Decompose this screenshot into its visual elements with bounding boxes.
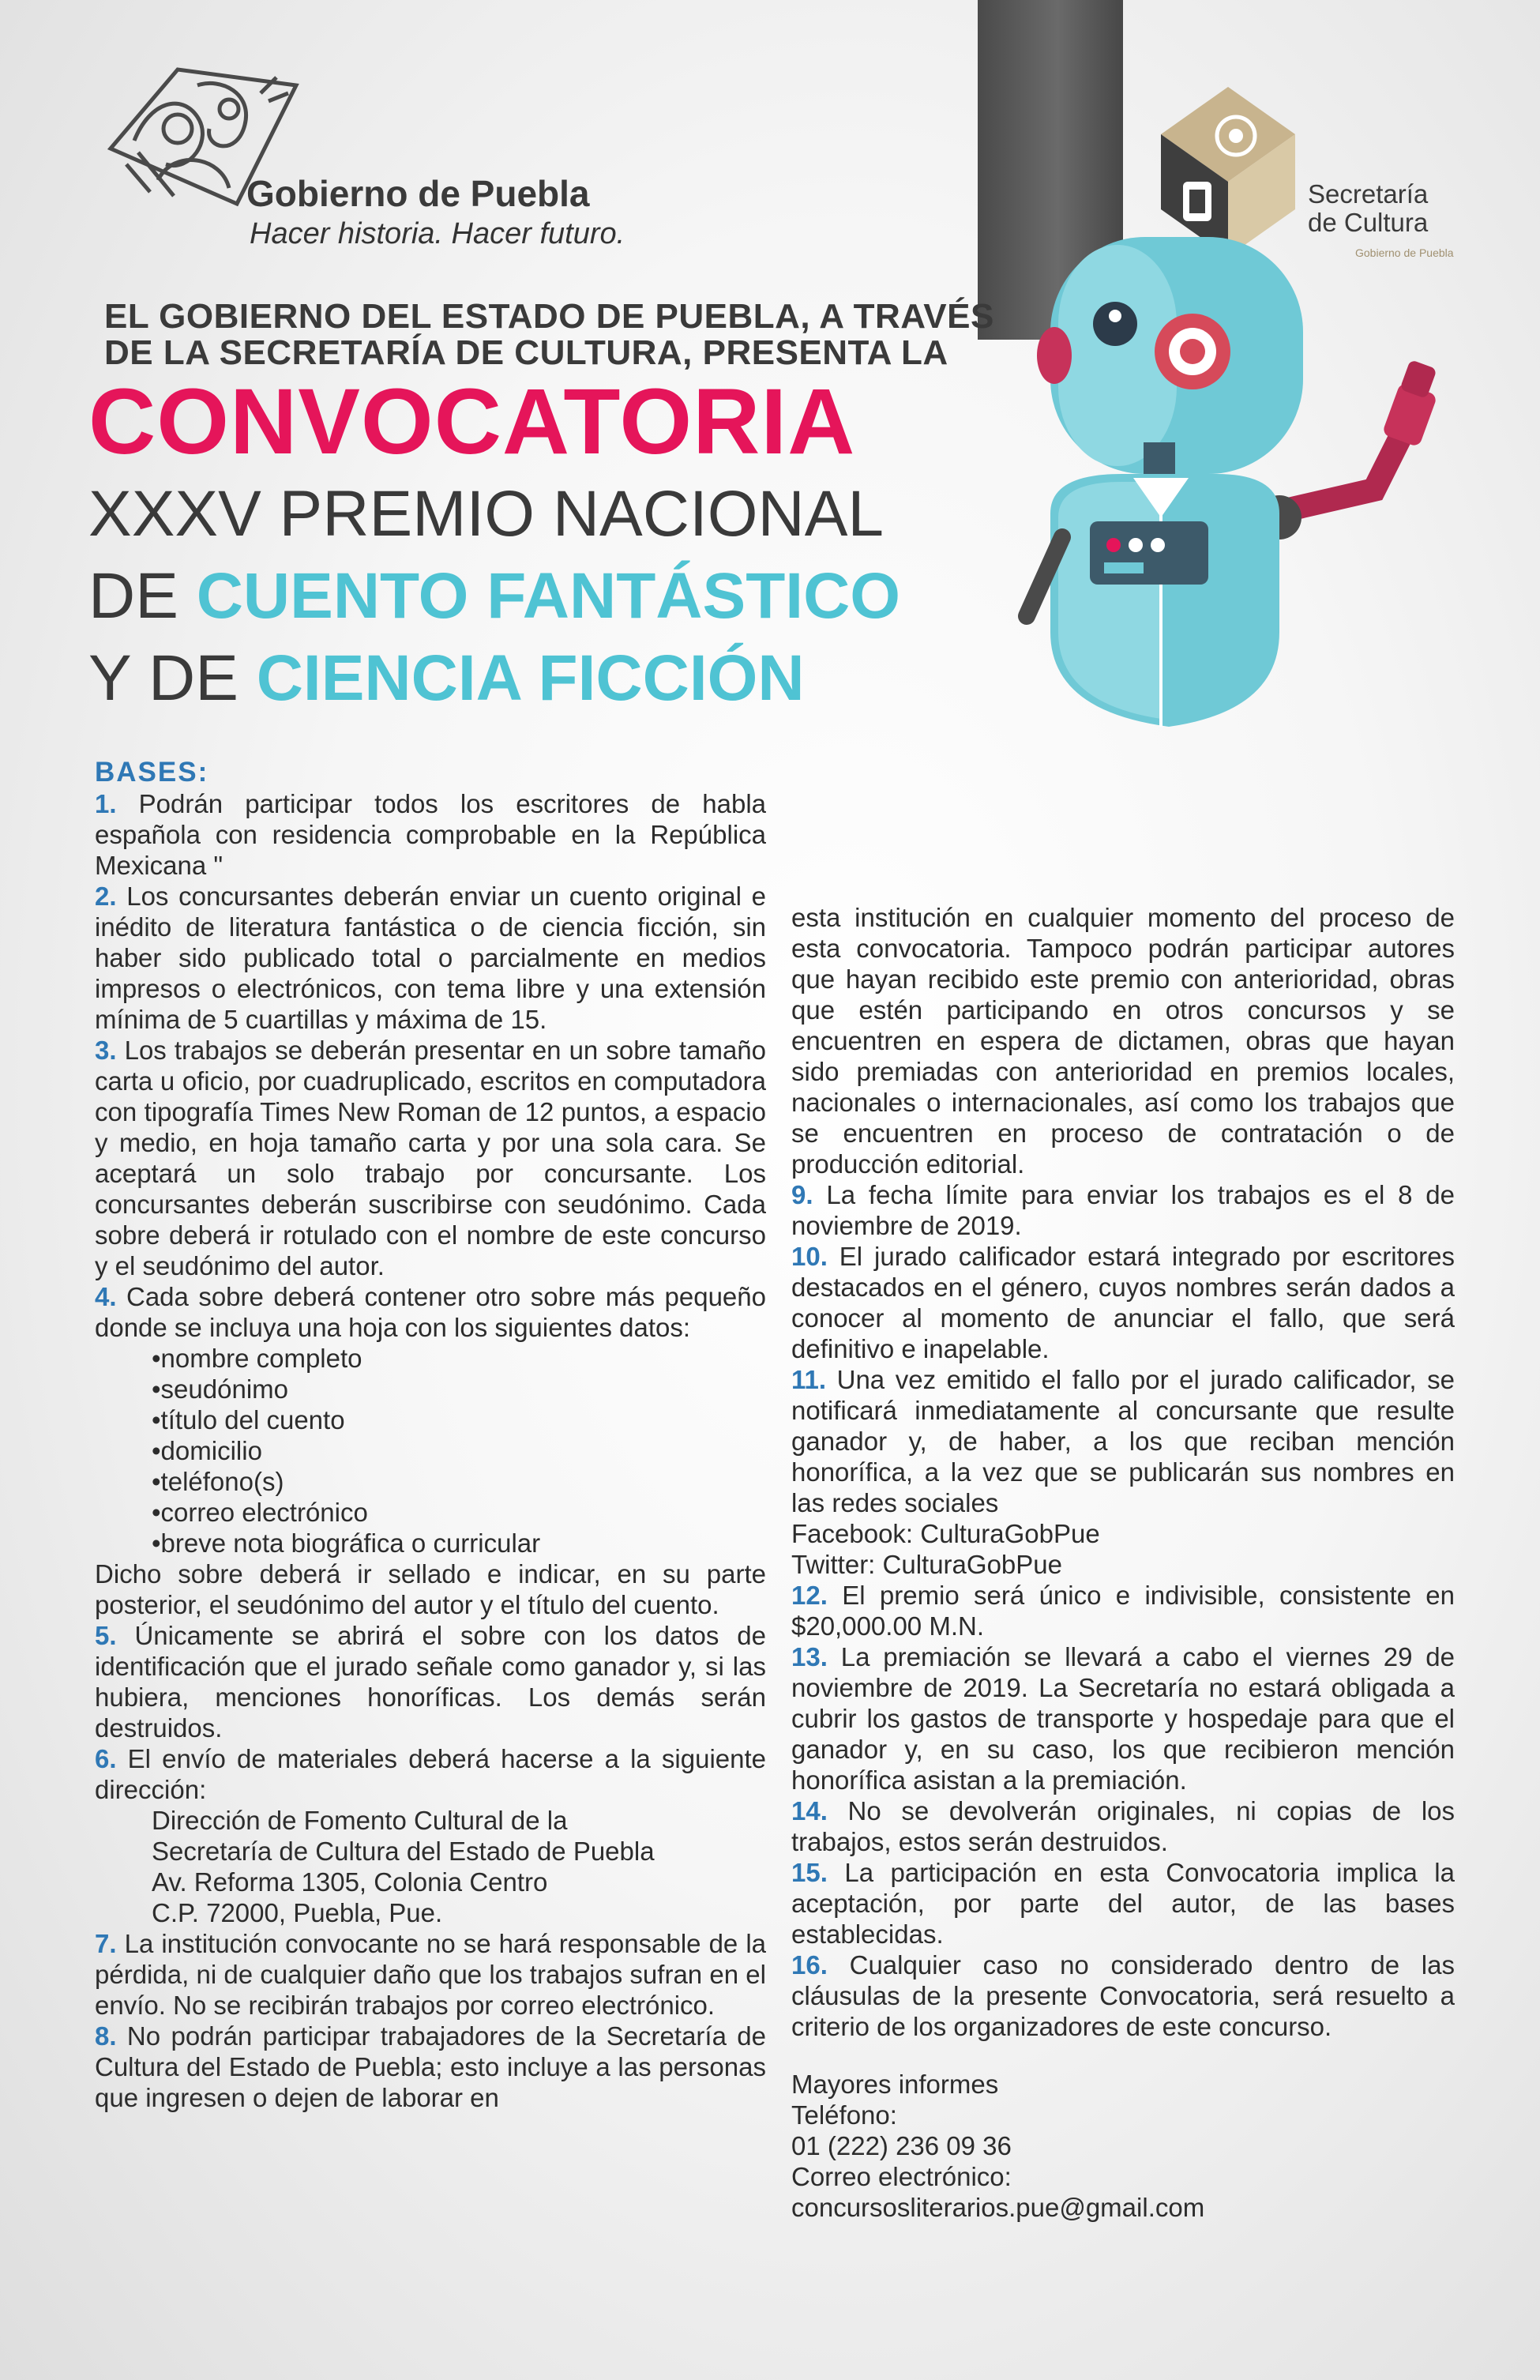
base-15-text: La participación en esta Convocatoria implica la aceptación, por parte del autor, de las bases establecidas.	[791, 1858, 1455, 1949]
base-10	[791, 1241, 1455, 1364]
base-11-text: Una vez emitido el fallo por el jurado calificador, se notificará inmediatamente al concursante que resulte ganador y, de haber, a los que reciban mención honorífica, a la vez que se publicarán sus nombres en las redes sociales	[791, 1365, 1455, 1517]
base-14-text: No se devolverán originales, ni copias de los trabajos, estos serán destruidos.	[791, 1796, 1455, 1856]
intro-line2: DE LA SECRETARÍA DE CULTURA, PRESENTA LA	[104, 333, 948, 372]
base-6	[95, 1743, 766, 1805]
base-16-text: Cualquier caso no considerado dentro de las cláusulas de la presente Convocatoria, será resuelto a criterio de los organizadores de este concurso.	[791, 1950, 1455, 2041]
address-line: Av. Reforma 1305, Colonia Centro	[152, 1867, 548, 1897]
base-9-number: 9.	[791, 1180, 813, 1209]
base-16	[791, 1949, 1455, 2042]
data-list-item: •domicilio	[152, 1436, 262, 1465]
data-list-item: •teléfono(s)	[152, 1467, 284, 1496]
base-3-text: Los trabajos se deberán presentar en un sobre tamaño carta u oficio, por cuadruplicado, escritos en computadora con tipografía Times New Roman de 12 puntos, a espacio y medio, en hoja tamaño carta y por una sola cara. Se aceptará un solo trabajo por concursante. Los concursantes deberán suscribirse con seudónimo. Cada sobre deberá ir rotulado con el nombre de este concurso y el seudónimo del autor.	[95, 1036, 767, 1280]
premio-title-line3	[88, 642, 805, 714]
premio-title-line2	[88, 562, 900, 630]
base-16-number: 16.	[791, 1950, 828, 1980]
data-list-item: •breve nota biográfica o curricular	[152, 1528, 541, 1558]
base-8-continued: esta institución en cualquier momento del proceso de esta convocatoria. Tampoco podrán participar autores que hayan recibido este premio con anterioridad, obras que estén participando en otros concursos y se encuentren en espera de dictamen, obras que hayan sido premiadas con anterioridad en premios locales, nacionales o internacionales, así como los trabajos que se encuentren en proceso de contratación o de producción editorial.	[791, 903, 1455, 1179]
base-4-number: 4.	[95, 1282, 117, 1311]
gobierno-slogan: Hacer historia. Hacer futuro.	[250, 217, 625, 250]
address-line: C.P. 72000, Puebla, Pue.	[152, 1898, 443, 1927]
base-4-after: Dicho sobre deberá ir sellado e indicar, en su parte posterior, el seudónimo del autor y el título del cuento.	[95, 1559, 766, 1619]
line3-highlight: CIENCIA FICCIÓN	[256, 642, 805, 714]
line2-highlight: CUENTO FANTÁSTICO	[196, 560, 901, 632]
phone-label: Teléfono:	[791, 2100, 897, 2130]
base-14	[791, 1795, 1455, 1857]
secretaria-subtitle: Gobierno de Puebla	[1355, 246, 1454, 259]
base-12	[791, 1580, 1455, 1641]
base-4	[95, 1281, 766, 1343]
email-address: concursosliterarios.pue@gmail.com	[791, 2193, 1205, 2222]
base-9-text: La fecha límite para enviar los trabajos es el 8 de noviembre de 2019.	[791, 1180, 1455, 1240]
base-13-text: La premiación se llevará a cabo el viernes 29 de noviembre de 2019. La Secretaría no estará obligada a cubrir los gastos de transporte y hospedaje para que el ganador y, en su caso, los que recibieron mención honorífica asistan a la premiación.	[791, 1642, 1455, 1795]
line3-prefix: Y DE	[88, 642, 257, 714]
base-2-text: Los concursantes deberán enviar un cuento original e inédito de literatura fantástica o de ciencia ficción, sin haber sido publicado total o parcialmente en medios impresos o electrónicos, con tema libre y una extensión mínima de 5 cuartillas y máxima de 15.	[95, 882, 766, 1034]
convocatoria-title: CONVOCATORIA	[88, 370, 856, 474]
base-2-number: 2.	[95, 882, 117, 911]
secretaria-line2: de Cultura	[1308, 208, 1429, 237]
secretaria-line1: Secretaría	[1308, 179, 1429, 209]
info-heading: Mayores informes	[791, 2070, 999, 2099]
base-6-number: 6.	[95, 1744, 117, 1773]
data-list-item: •nombre completo	[152, 1344, 362, 1373]
base-15-number: 15.	[791, 1858, 828, 1887]
base-14-number: 14.	[791, 1796, 828, 1825]
base-5	[95, 1620, 766, 1743]
address-line: Secretaría de Cultura del Estado de Puebla	[152, 1837, 655, 1866]
base-5-text: Únicamente se abrirá el sobre con los datos de identificación que el jurado señale como ganador y, si las hubiera, menciones honoríficas. Los demás serán destruidos.	[95, 1621, 766, 1743]
intro-text	[104, 299, 994, 371]
bases-right-column	[791, 902, 1455, 2223]
base-3	[95, 1035, 766, 1281]
base-1-text: Podrán participar todos los escritores de habla española con residencia comprobable en la República Mexicana "	[95, 789, 767, 880]
base-2	[95, 881, 766, 1035]
base-13	[791, 1641, 1455, 1795]
address-line: Dirección de Fomento Cultural de la	[152, 1806, 568, 1835]
premio-title-line1: XXXV PREMIO NACIONAL	[88, 478, 885, 550]
base-13-number: 13.	[791, 1642, 828, 1671]
base-11	[791, 1364, 1455, 1518]
line2-prefix: DE	[88, 560, 197, 632]
base-15	[791, 1857, 1455, 1949]
base-8-text: No podrán participar trabajadores de la Secretaría de Cultura del Estado de Puebla; esto incluye a las personas que ingresen o dejen de laborar en	[95, 2021, 767, 2112]
base-7-number: 7.	[95, 1929, 117, 1958]
base-10-number: 10.	[791, 1242, 828, 1271]
data-list-item: •correo electrónico	[152, 1498, 368, 1527]
bases-heading: BASES:	[95, 757, 209, 788]
base-12-text: El premio será único e indivisible, consistente en $20,000.00 M.N.	[791, 1581, 1455, 1641]
intro-line1: EL GOBIERNO DEL ESTADO DE PUEBLA, A TRAVÉS	[104, 297, 994, 336]
base-10-text: El jurado calificador estará integrado por escritores destacados en el género, cuyos nombres serán dados a conocer al momento de anunciar el fallo, que será definitivo e inapelable.	[791, 1242, 1455, 1363]
base-9	[791, 1179, 1455, 1241]
facebook-handle: Facebook: CulturaGobPue	[791, 1519, 1100, 1548]
base-3-number: 3.	[95, 1036, 117, 1065]
base-1-number: 1.	[95, 789, 117, 818]
base-11-number: 11.	[791, 1365, 827, 1394]
data-list-item: •seudónimo	[152, 1374, 288, 1404]
base-12-number: 12.	[791, 1581, 828, 1610]
base-7	[95, 1928, 766, 2021]
contact-info	[791, 2069, 1455, 2223]
email-label: Correo electrónico:	[791, 2162, 1012, 2191]
data-list-item: •título del cuento	[152, 1405, 345, 1434]
base-5-number: 5.	[95, 1621, 117, 1650]
base-7-text: La institución convocante no se hará responsable de la pérdida, ni de cualquier daño que los trabajos sufran en el envío. No se recibirán trabajos por correo electrónico.	[95, 1929, 767, 2020]
base-4-text: Cada sobre deberá contener otro sobre más pequeño donde se incluya una hoja con los siguientes datos:	[95, 1282, 766, 1342]
gobierno-name: Gobierno de Puebla	[246, 173, 590, 214]
base-8-number: 8.	[95, 2021, 117, 2051]
base-8	[95, 2021, 766, 2113]
base-1	[95, 788, 766, 881]
bases-left-column	[95, 757, 766, 2113]
robot-illustration	[932, 205, 1469, 743]
twitter-handle: Twitter: CulturaGobPue	[791, 1550, 1062, 1579]
base-6-text: El envío de materiales deberá hacerse a la siguiente dirección:	[95, 1744, 767, 1804]
phone-number: 01 (222) 236 09 36	[791, 2131, 1012, 2160]
